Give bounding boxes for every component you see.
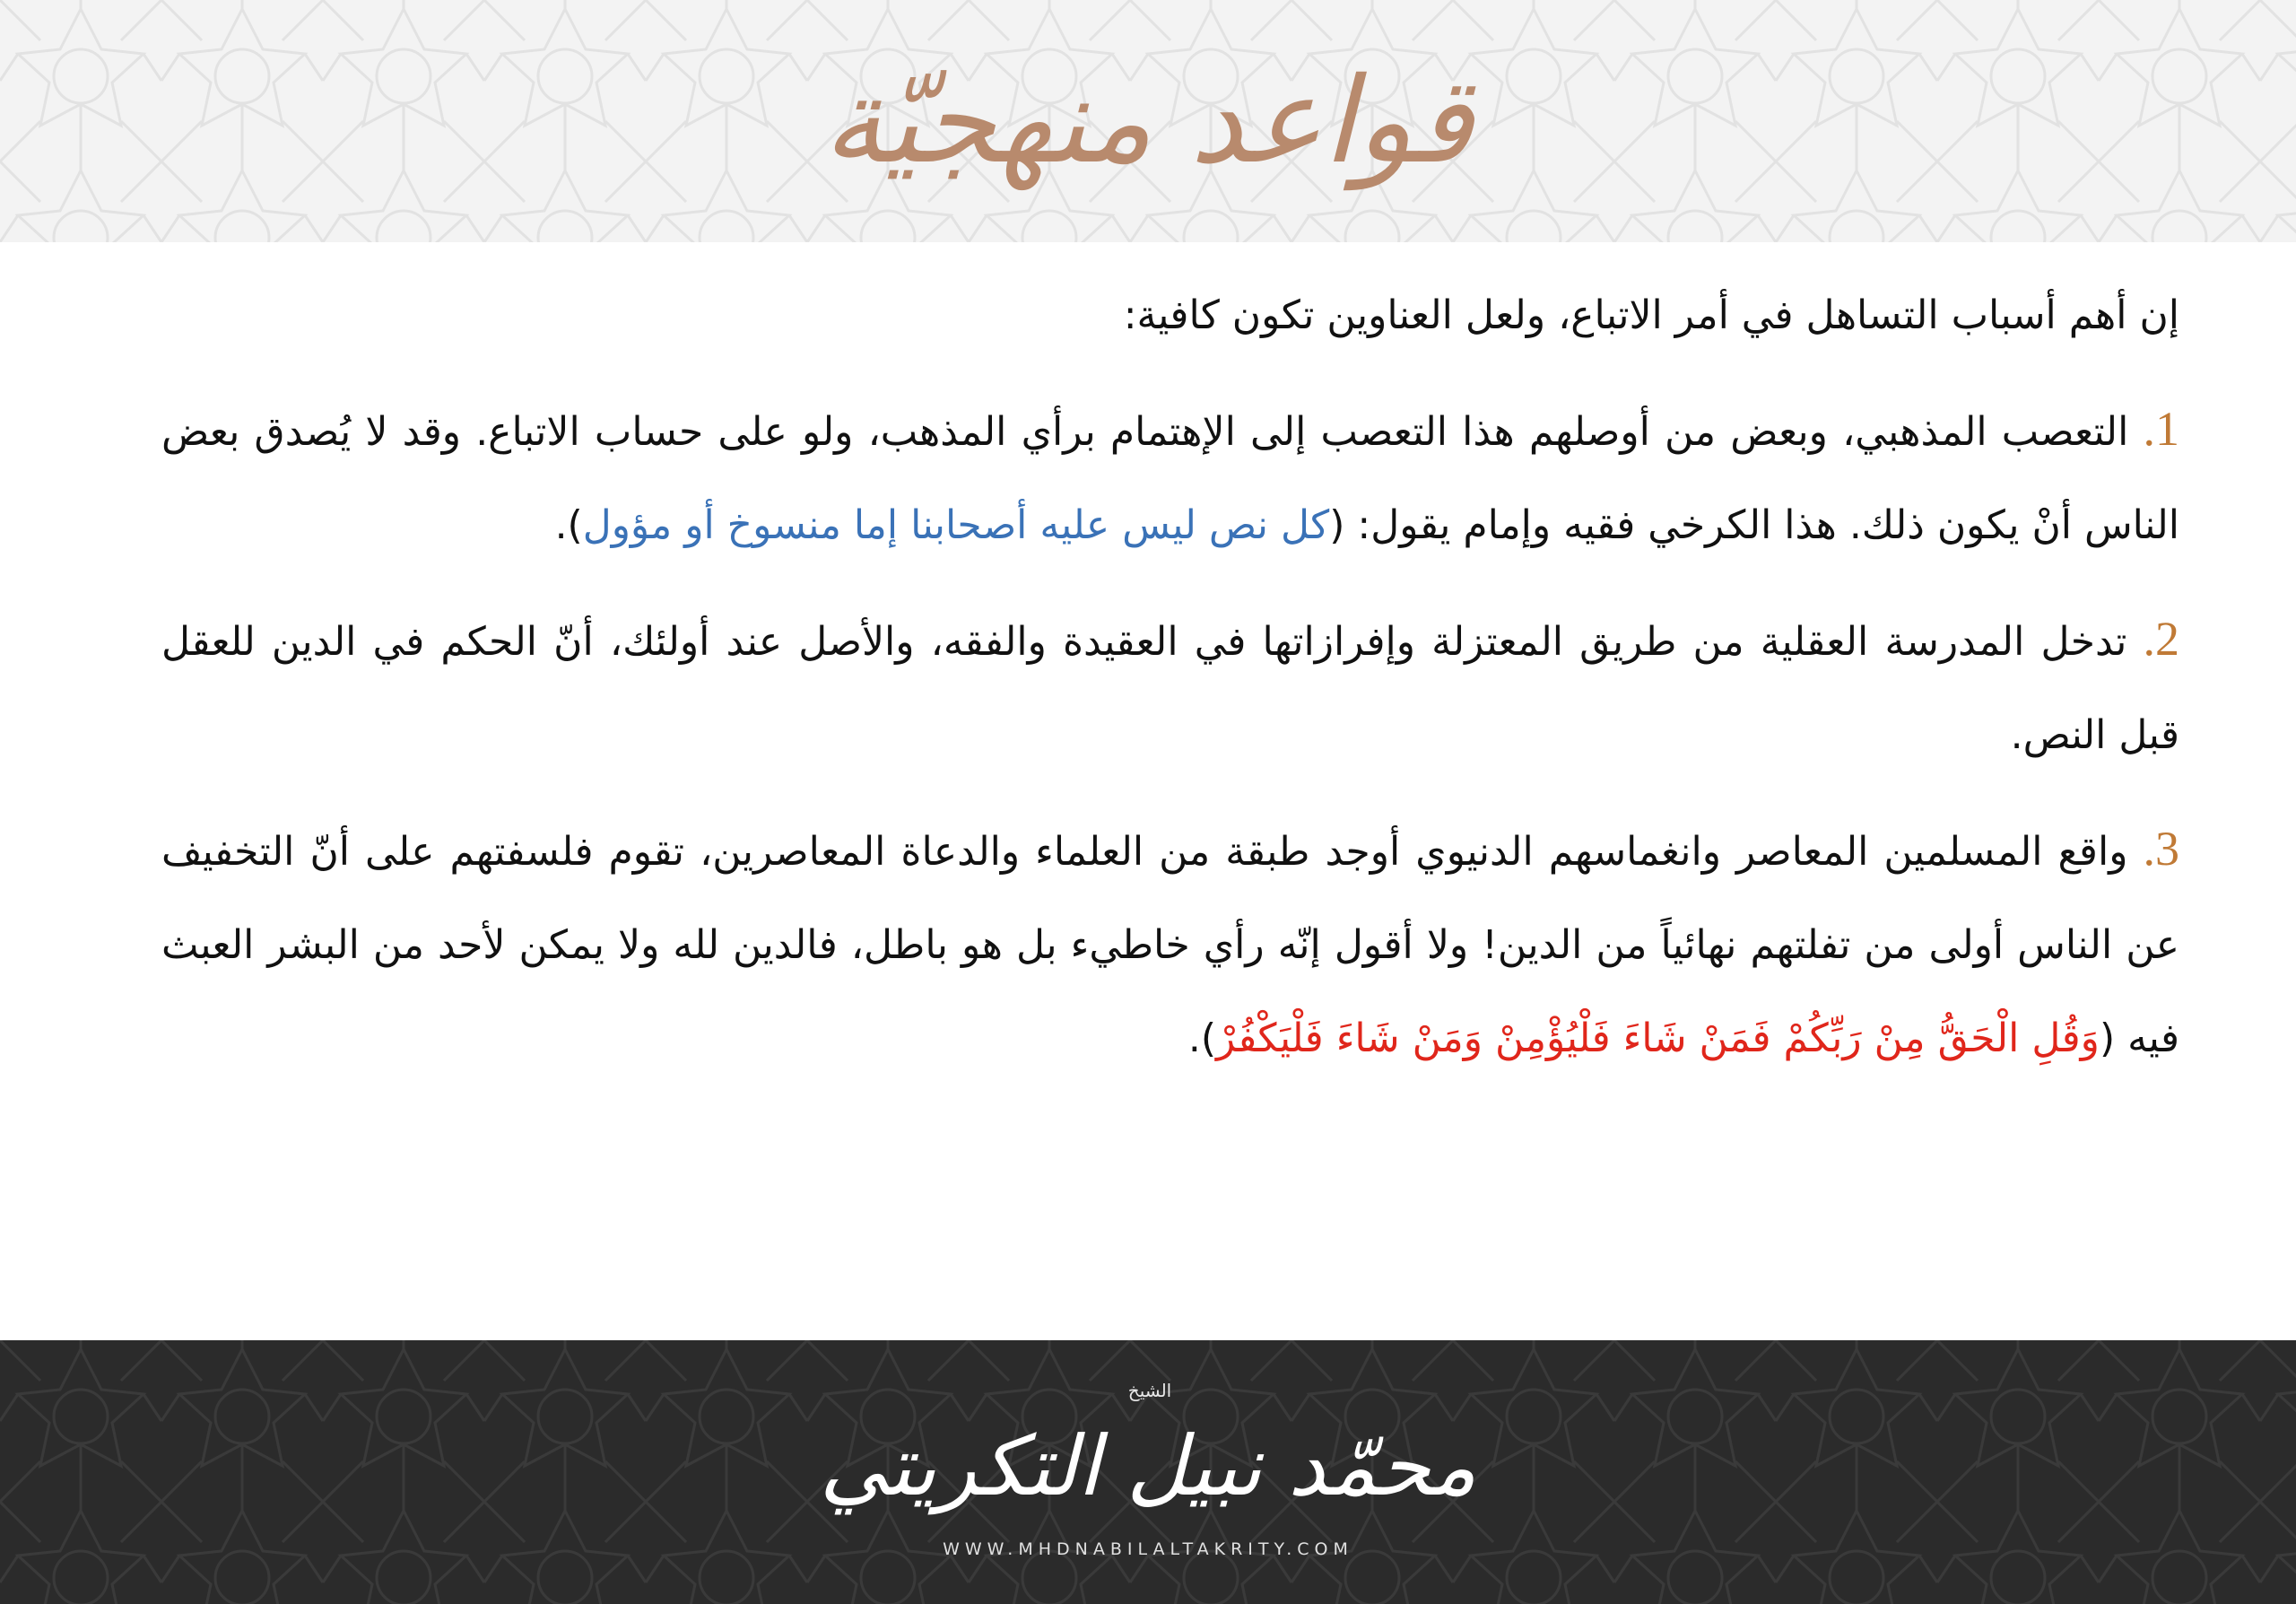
item-number: 1. bbox=[2143, 402, 2179, 456]
item-text: واقع المسلمين المعاصر وانغماسهم الدنيوي أوجد طبقة من العلماء والدعاة المعاصرين، تقوم فلسفتهم على أنّ التخفيف عن الناس أولى من تفلتهم نهائياً من الدين! ولا أقول إنّه رأي خاطيء بل هو باطل، فالدين لله ولا يمكن لأحد من البشر العبث فيه ( bbox=[161, 829, 2179, 1061]
item-text: تدخل المدرسة العقلية من طريق المعتزلة وإفرازاتها في العقيدة والفقه، والأصل عند أولئك، أنّ الحكم في الدين للعقل قبل النص. bbox=[161, 619, 2179, 758]
list-item bbox=[161, 592, 2179, 782]
list-item bbox=[161, 382, 2179, 572]
footer-signature bbox=[0, 1340, 2296, 1604]
article-body bbox=[161, 269, 2179, 1105]
header-banner bbox=[0, 0, 2296, 242]
website-link[interactable]: WWW.MHDNABILALTAKRITY.COM bbox=[943, 1539, 1353, 1559]
item-number: 2. bbox=[2143, 612, 2179, 666]
intro-paragraph: إن أهم أسباب التساهل في أمر الاتباع، ولعل العناوين تكون كافية: bbox=[1123, 292, 2179, 338]
quran-verse: وَقُلِ الْحَقُّ مِنْ رَبِّكُمْ فَمَنْ شَاءَ فَلْيُؤْمِنْ وَمَنْ شَاءَ فَلْيَكْفُرْ bbox=[1216, 1016, 2100, 1061]
quote-text: كل نص ليس عليه أصحابنا إما منسوخ أو مؤول bbox=[582, 502, 1330, 548]
sheikh-label: الشيخ bbox=[1127, 1380, 1172, 1401]
item-number: 3. bbox=[2143, 822, 2179, 876]
quote-close: ). bbox=[1187, 1016, 1216, 1061]
item-text: التعصب المذهبي، وبعض من أوصلهم هذا التعصب إلى الإهتمام برأي المذهب، ولو على حساب الاتباع. وقد لا يُصدق بعض الناس أنْ يكون ذلك. هذا الكرخي فقيه وإمام يقول: ( bbox=[161, 409, 2179, 548]
page-title: قواعد منهجيّة bbox=[822, 52, 1474, 190]
quote-close: ). bbox=[554, 502, 583, 548]
footer-banner bbox=[0, 1340, 2296, 1604]
list-item bbox=[161, 802, 2179, 1085]
author-name: محمّد نبيل التكريتي bbox=[819, 1418, 1477, 1514]
